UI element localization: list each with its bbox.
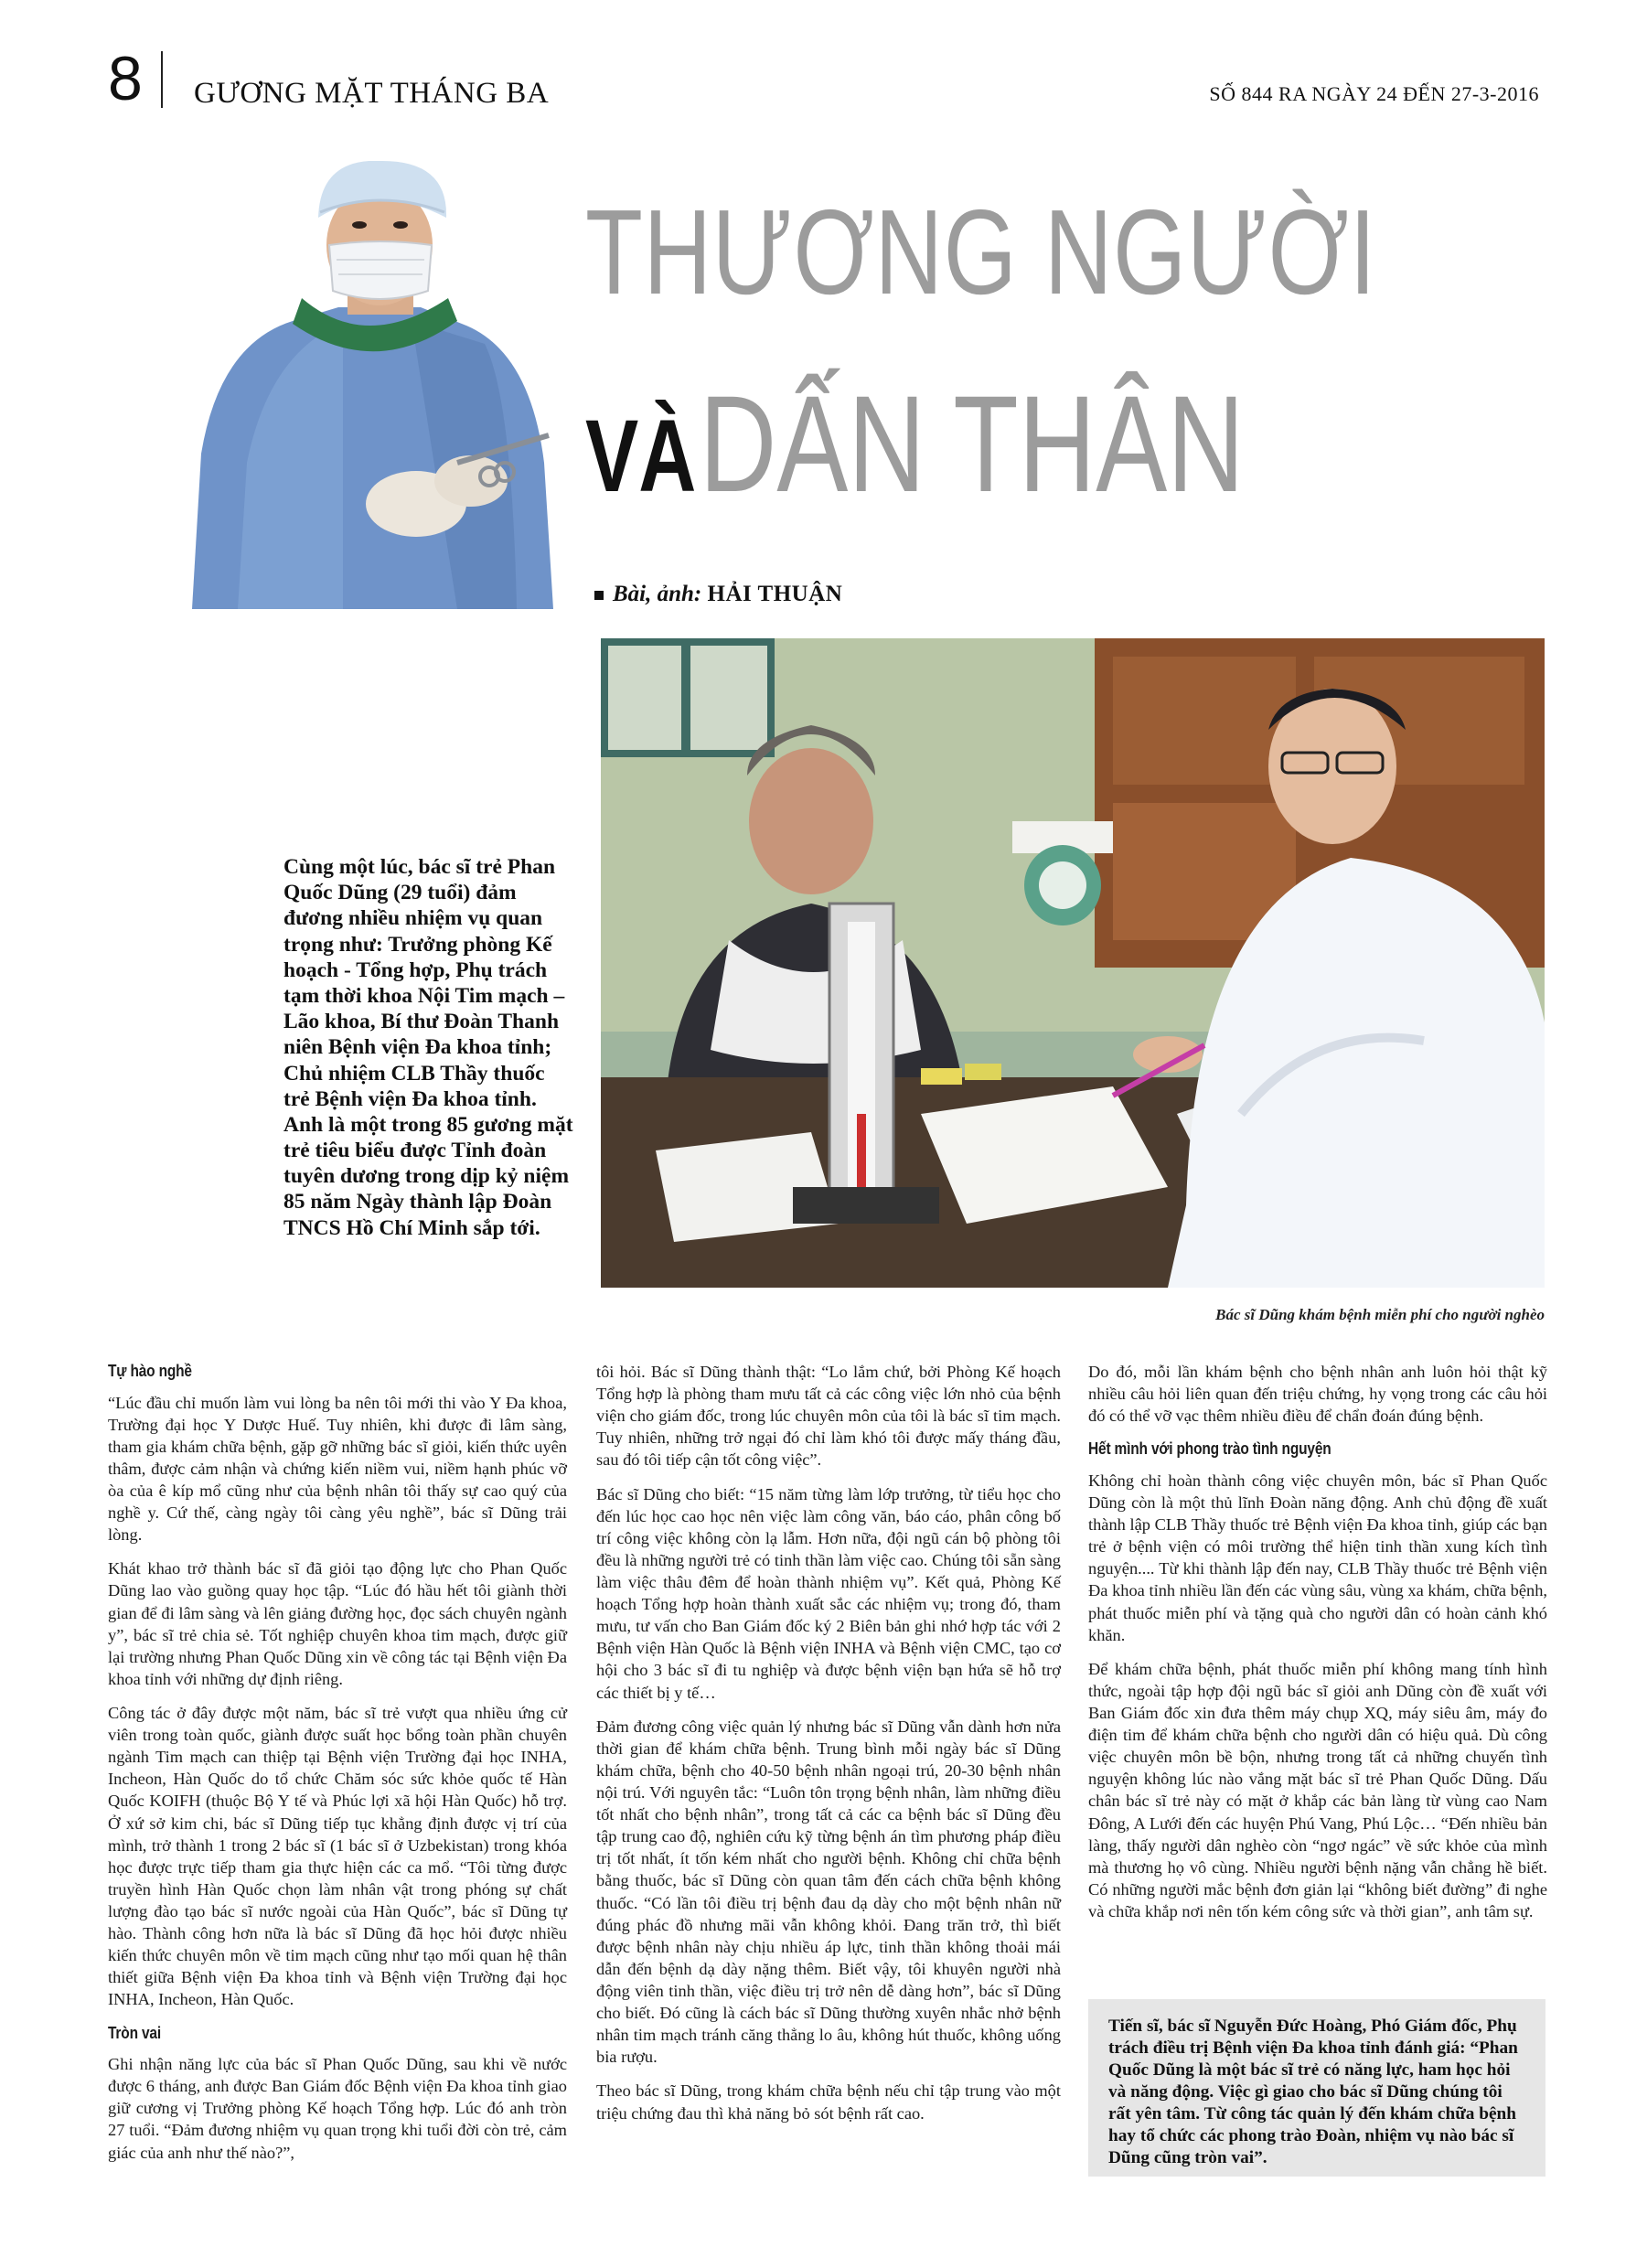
paragraph: Khát khao trở thành bác sĩ đã giỏi tạo động lực cho Phan Quốc Dũng lao vào guồng quay học tập. “Lúc đó hầu hết tôi giành thời gian để đi lâm sàng và lên giảng đường học, đọc sách chuyên ngành y”, bác sĩ trẻ chia sẻ. Tốt nghiệp chuyên khoa tim mạch, được giữ lại trường nhưng Phan Quốc Dũng xin về công tác tại Bệnh viện Đa khoa tỉnh với những dự định riêng. xyxy=(108,1559,567,1688)
headline-main: DẤN THÂN xyxy=(699,367,1245,520)
headline-prefix: VÀ xyxy=(585,399,697,513)
quote-text: Tiến sĩ, bác sĩ Nguyễn Đức Hoàng, Phó Giám đốc, Phụ trách điều trị Bệnh viện Đa khoa tỉnh đánh giá: “Phan Quốc Dũng là một bác sĩ trẻ có năng lực, ham học hỏi và năng động. Việc gì giao cho bác sĩ Dũng chúng tôi rất yên tâm. Từ công tác quản lý đến khám chữa bệnh hay tổ chức các phong trào Đoàn, nhiệm vụ nào bác sĩ Dũng cũng tròn vai”. xyxy=(1108,2017,1518,2167)
headline-line-1: THƯƠNG NGƯỜI xyxy=(585,185,1377,319)
paragraph: “Lúc đầu chỉ muốn làm vui lòng ba nên tôi mới thi vào Y Đa khoa, Trường đại học Y Dược Huế. Tuy nhiên, khi được đi lâm sàng, tham gia khám chữa bệnh, gặp gỡ những bác sĩ giỏi, kiến thức uyên thâm, được cảm nhận và chứng kiến niềm vui, niềm hạnh phúc vỡ òa của ê kíp mổ cũng như của bệnh nhân tôi thấy sự cao quý của nghề y. Cứ thế, càng ngày tôi càng yêu nghề”, bác sĩ Dũng trải lòng. xyxy=(108,1393,567,1545)
header-divider xyxy=(161,51,163,108)
paragraph: Theo bác sĩ Dũng, trong khám chữa bệnh nếu chỉ tập trung vào một triệu chứng đau thì khả năng bỏ sót bệnh rất cao. xyxy=(596,2081,1061,2123)
byline xyxy=(594,582,842,607)
paragraph: tôi hỏi. Bác sĩ Dũng thành thật: “Lo lắm chứ, bởi Phòng Kế hoạch Tổng hợp là phòng tham mưu tất cả các công việc lớn nhỏ của bệnh viện cho giám đốc, trong lúc chuyên môn của tôi là bác sĩ tim mạch. Tuy nhiên, những trở ngại đó chỉ làm khó tôi được mấy tháng đầu, sau đó tôi tiếp cận tốt công việc”. xyxy=(596,1363,1061,1470)
byline-label: Bài, ảnh: xyxy=(613,582,702,606)
quote-box xyxy=(1088,1999,1545,2177)
issue-info: SỐ 844 RA NGÀY 24 ĐẾN 27-3-2016 xyxy=(1209,82,1539,105)
article-column-2 xyxy=(596,1361,1061,2136)
main-photo-image xyxy=(601,638,1545,1288)
doctor-portrait-image xyxy=(183,161,576,609)
paragraph: Đảm đương công việc quản lý nhưng bác sĩ Dũng vẫn dành hơn nửa thời gian để khám chữa bệnh. Trung bình mỗi ngày bác sĩ Dũng khám chữa, bệnh cho 40-50 bệnh nhân ngoại trú, 20-30 bệnh nhân nội trú. Với nguyên tắc: “Luôn tôn trọng bệnh nhân, làm những điều tốt nhất cho bệnh nhân”, trong tất cả các ca bệnh bác sĩ Dũng đều tập trung cao độ, nghiên cứu kỹ từng bệnh án tìm phương pháp điều trị tốt nhất, ít tốn kém nhất cho người bệnh. Không chỉ chữa bệnh bằng thuốc, bác sĩ Dũng còn quan tâm đến cách chữa bệnh không thuốc. “Có lần tôi điều trị bệnh đau dạ dày cho một bệnh nhân nữ đúng phác đồ nhưng mãi vẫn không khỏi. Đang trăn trở, thì biết được bệnh nhân này chịu nhiều áp lực, tinh thần không thoải mái dẫn đến bệnh dạ dày nặng thêm. Biết vậy, tôi khuyên người nhà động viên tinh thần, việc điều trị trở nên dễ dàng hơn”, bác sĩ Dũng cho biết. Đó cũng là cách bác sĩ Dũng thường xuyên nhắc nhở bệnh nhân tim mạch tránh căng thẳng lo âu, không hút thuốc, không uống bia rượu. xyxy=(596,1717,1061,2067)
subheading-tron-vai: Tròn vai xyxy=(108,2023,161,2042)
byline-author: HẢI THUẬN xyxy=(707,582,843,606)
paragraph: Ghi nhận năng lực của bác sĩ Phan Quốc Dũng, sau khi về nước được 6 tháng, anh được Ban Giám đốc Bệnh viện Đa khoa tỉnh giao giữ cương vị Trưởng phòng Kế hoạch Tổng hợp. Lúc đó anh tròn 27 tuổi. “Đảm đương nhiệm vụ quan trọng khi tuổi đời còn trẻ, cảm giác của anh như thế nào?”, xyxy=(108,2055,567,2162)
paragraph: Để khám chữa bệnh, phát thuốc miễn phí không mang tính hình thức, ngoài tập hợp đội ngũ bác sĩ giỏi anh Dũng còn đề xuất với Ban Giám đốc xin đưa thêm máy chụp XQ, máy siêu âm, máy đo điện tim để khám chữa bệnh cho người dân có hiệu quả. Dù công việc chuyên môn bề bộn, nhưng trong tất cả những chuyến tình nguyện không lúc nào vắng mặt bác sĩ trẻ Phan Quốc Dũng. Dấu chân bác sĩ trẻ này có mặt ở khắp các bản làng từ vùng cao Nam Đông, A Lưới đến các huyện Phú Vang, Phú Lộc… “Đến nhiều bản làng, thấy người dân nghèo còn “ngơ ngác” về sức khỏe của mình mà thương họ vô cùng. Nhiều người bệnh nặng vẫn chẳng hề biết. Có những người mắc bệnh đơn giản lại “không biết đường” đi nghe và chữa khắp nơi nên tốn kém công sức và thời gian”, anh tâm sự. xyxy=(1088,1659,1547,1920)
article-column-1 xyxy=(108,1361,567,2176)
bullet-square-icon xyxy=(594,591,604,600)
paragraph: Do đó, mỗi lần khám bệnh cho bệnh nhân anh luôn hỏi thật kỹ nhiều câu hỏi liên quan đến triệu chứng, hy vọng trong các câu hỏi đó có thể vỡ vạc thêm nhiều điều để chẩn đoán đúng bệnh. xyxy=(1088,1363,1547,1426)
page-number: 8 xyxy=(108,44,143,113)
paragraph: Không chỉ hoàn thành công việc chuyên môn, bác sĩ Phan Quốc Dũng còn là một thủ lĩnh Đoàn năng động. Anh chủ động đề xuất thành lập CLB Thầy thuốc trẻ Bệnh viện Đa khoa tỉnh, giúp các bạn trẻ ở bệnh viện có môi trường thể hiện tinh thần xung kích tình nguyện.... Từ khi thành lập đến nay, CLB Thầy thuốc trẻ Bệnh viện Đa khoa tỉnh nhiều lần đến các vùng sâu, vùng xa khám, chữa bệnh, phát thuốc miễn phí và tặng quà cho người dân có hoàn cảnh khó khăn. xyxy=(1088,1471,1547,1644)
paragraph: Công tác ở đây được một năm, bác sĩ trẻ vượt qua nhiều ứng cử viên trong toàn quốc, giành được suất học bổng toàn phần chuyên ngành Tim mạch can thiệp tại Bệnh viện Trường đại học INHA, Incheon, Hàn Quốc do tổ chức Chăm sóc sức khỏe quốc tế Hàn Quốc KOIFH (thuộc Bộ Y tế và Phúc lợi xã hội Hàn Quốc) hỗ trợ. Ở xứ sở kim chi, bác sĩ Dũng tiếp tục khẳng định được vị trí của mình, trở thành 1 trong 2 bác sĩ (1 bác sĩ ở Uzbekistan) trong khóa học được trực tiếp tham gia thực hiện các ca mổ. “Tôi từng được truyền hình Hàn Quốc chọn làm nhân vật trong phóng sự chất lượng đào tạo bác sĩ nước ngoài của Hàn Quốc”, bác sĩ Dũng tự hào. Thành công hơn nữa là bác sĩ Dũng đã học hỏi được nhiều kiến thức chuyên môn về tim mạch cũng như tạo mối quan hệ thân thiết giữa Bệnh viện Đa khoa tỉnh và Bệnh viện Trường đại học INHA, Incheon, Hàn Quốc. xyxy=(108,1704,567,2009)
subheading-tinh-nguyen: Hết mình với phong trào tình nguyện xyxy=(1088,1439,1332,1459)
photo-caption: Bác sĩ Dũng khám bệnh miễn phí cho người nghèo xyxy=(1215,1306,1545,1323)
subheading-tu-hao-nghe: Tự hào nghề xyxy=(108,1362,192,1380)
article-column-3 xyxy=(1088,1361,1547,1934)
article-sapo: Cùng một lúc, bác sĩ trẻ Phan Quốc Dũng (29 tuổi) đảm đương nhiều nhiệm vụ quan trọng như: Trưởng phòng Kế hoạch - Tổng hợp, Phụ trách tạm thời khoa Nội Tim mạch – Lão khoa, Bí thư Đoàn Thanh niên Bệnh viện Đa khoa tỉnh; Chủ nhiệm CLB Thầy thuốc trẻ Bệnh viện Đa khoa tỉnh. Anh là một trong 85 gương mặt trẻ tiêu biểu được Tỉnh đoàn tuyên dương trong dịp kỷ niệm 85 năm Ngày thành lập Đoàn TNCS Hồ Chí Minh sắp tới. xyxy=(283,855,573,1240)
headline-line-2 xyxy=(585,367,1245,520)
section-name: GƯƠNG MẶT THÁNG BA xyxy=(194,77,550,110)
paragraph: Bác sĩ Dũng cho biết: “15 năm từng làm lớp trưởng, từ tiểu học cho đến lúc học cao học nên việc làm công văn, báo cáo, phân công bố trí công việc không còn lạ lẫm. Hơn nữa, đội ngũ cán bộ phòng tôi đều là những người trẻ có tinh thần làm việc cao. Chúng tôi sẵn sàng làm việc thâu đêm để hoàn thành nhiệm vụ”. Kết quả, Phòng Kế hoạch Tổng hợp hoàn thành xuất sắc các nhiệm vụ; trong đó, tham mưu, tư vấn cho Ban Giám đốc ký 2 Biên bản ghi nhớ hợp tác với 2 Bệnh viện Hàn Quốc là Bệnh viện INHA và Bệnh viện CMC, tạo cơ hội cho 3 bác sĩ đi tu nghiệp và được bệnh viện bạn hứa sẽ hỗ trợ các thiết bị y tế… xyxy=(596,1484,1061,1702)
